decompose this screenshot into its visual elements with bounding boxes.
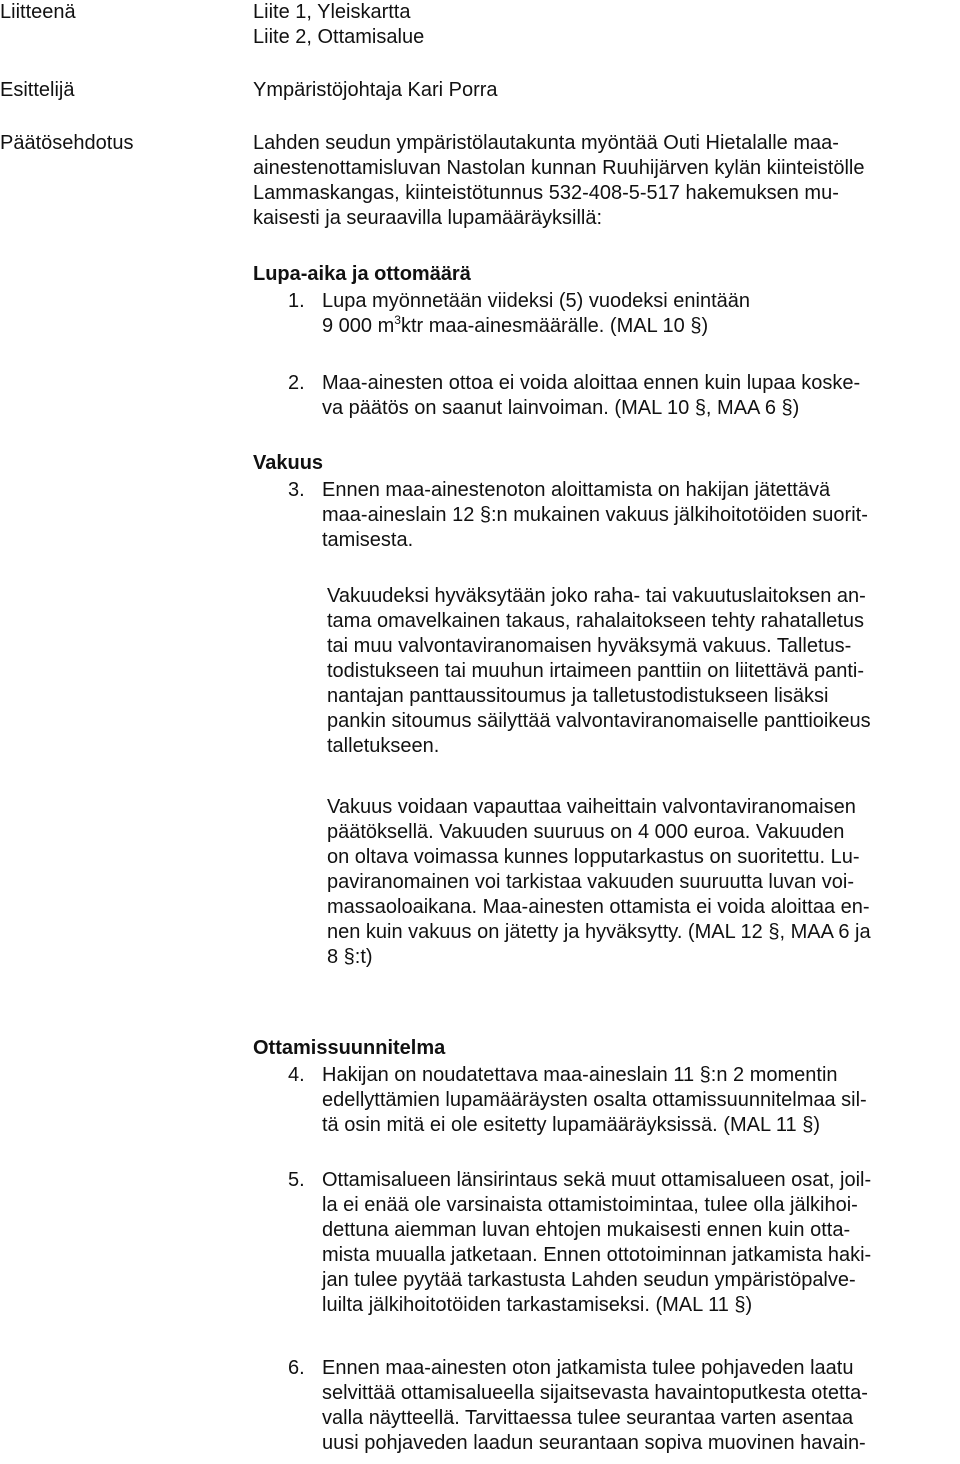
item-number: 5. [288,1169,305,1191]
heading-vakuus: Vakuus [253,452,324,474]
presenter-name: Ympäristöjohtaja Kari Porra [253,79,498,101]
heading-ottamissuunnitelma: Ottamissuunnitelma [253,1037,446,1059]
vakuus-paragraph-2: Vakuus voidaan vapauttaa vaiheittain valvontaviranomaisen päätöksellä. Vakuuden suuruus on 4 000 euroa. Vakuuden on oltava voimassa kunnes lopputarkastus on suoritettu. Lu- paviranomainen voi tarkistaa vakuuden suuruutta luvan voi- massaoloaikana. Maa-ainesten ottamista ei voida aloittaa en- nen kuin vakuus on jätetty ja hyväksytty. (MAL 12 §, MAA 6 ja 8 §:t) [327,796,871,968]
label-esittelija: Esittelijä [0,79,75,101]
attachment-item: Liite 1, Yleiskartta [253,1,411,23]
item-number: 2. [288,372,305,394]
heading-lupa-aika: Lupa-aika ja ottomäärä [253,263,471,285]
decision-intro: Lahden seudun ympäristölautakunta myöntää Outi Hietalalle maa- ainestenottamisluvan Nastolan kunnan Ruuhijärven kylän kiinteistölle Lammaskangas, kiinteistötunnus 532-408-5-517 hakemuksen mu- kaisesti ja seuraavilla lupamääräyksillä: [253,132,865,229]
item-number: 1. [288,290,305,312]
label-liitteena: Liitteenä [0,1,76,23]
vakuus-paragraph-1: Vakuudeksi hyväksytään joko raha- tai vakuutuslaitoksen an- tama omavelkainen takaus, rahalaitokseen tehty rahatalletus tai muu valvontaviranomaisen hyväksymä vakuus. Talletus- todistukseen tai muuhun irtaimeen panttiin on liitettävä panti- nantajan panttaussitoumus ja talletustodistukseen lisäksi pankin sitoumus säilyttää valvontaviranomaiselle panttioikeus talletukseen. [327,585,871,757]
attachment-item: Liite 2, Ottamisalue [253,26,425,48]
label-paatosehdotus: Päätösehdotus [0,132,134,154]
attachments-list [253,0,424,50]
item-number: 6. [288,1357,305,1379]
item-number: 3. [288,479,305,501]
item-number: 4. [288,1064,305,1086]
